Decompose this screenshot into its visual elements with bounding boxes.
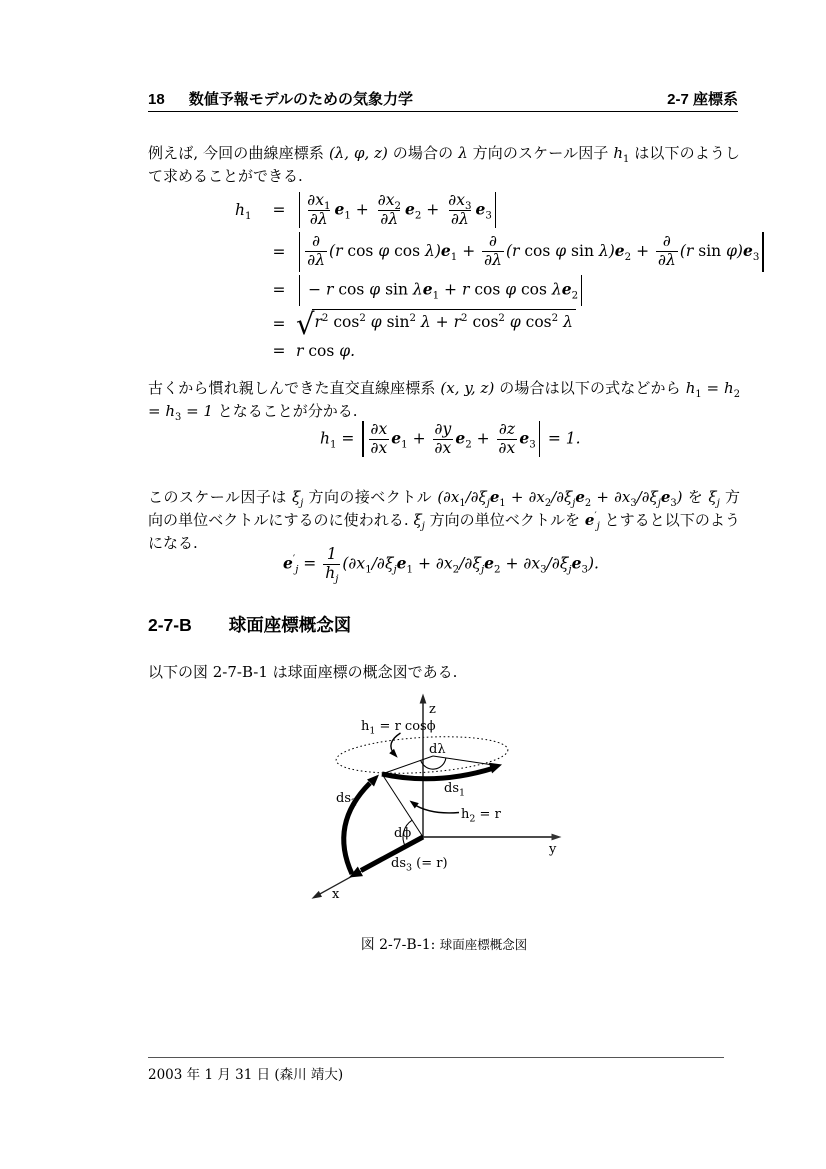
page-header: [148, 88, 738, 109]
text-run: λ): [420, 241, 441, 260]
text-run: φ: [365, 312, 387, 331]
text-run: ξ: [708, 488, 717, 506]
text-run: 例えば, 今回の曲線座標系: [148, 144, 329, 162]
text-run: ∂λ: [307, 251, 326, 270]
equation-1: [235, 192, 767, 363]
text-run: =: [336, 429, 360, 448]
text-run: を: [682, 488, 709, 506]
text-run: h: [685, 379, 696, 397]
text-run: /∂ξ: [551, 488, 573, 506]
text-run: ∂y: [434, 420, 452, 438]
text-run: e: [742, 240, 753, 260]
text-run: h: [165, 402, 176, 420]
text-run: sin: [698, 241, 722, 260]
ds3-label: $ds_3$ (= r): [391, 856, 448, 874]
equation-row: [235, 232, 767, 272]
text-run: +: [407, 429, 431, 448]
dlambda-label: dλ: [429, 742, 446, 757]
text-run: ∂x: [434, 438, 452, 457]
fraction: $\frac{1}{h_j}$: [325, 545, 339, 585]
text-run: は以下のようして求めることができる.: [148, 144, 740, 185]
x-axis-label: x: [332, 887, 340, 902]
paragraph-3: このスケール因子は $\xi_j$ 方向の接ベクトル $(\partial x_1/\partial\xi_je_1 + \partial x_2/\partial\xi_je_2 + \partial x_3/\partial\xi_je_3)$ を $\xi_j$ 方向の単位ベクトルにするのに使われる. $\xi_j$ 方向の単位ベクトルを $e'_j$ とすると以下のようになる.: [148, 488, 740, 552]
text-run: r: [314, 312, 322, 331]
ds2-label: $ds_2$: [336, 791, 358, 809]
equation-rhs: $\frac{\partial x_1}{\partial\lambda}$ $e_1$ + $\frac{\partial x_2}{\partial\lambda}$ $e_2$ + $\frac{\partial x_3}{\partial\lambda}$ $e_3$: [296, 192, 499, 229]
text-run: 1: [326, 545, 337, 563]
equals-sign: =: [272, 342, 286, 361]
equation-2: $h_1$ = $\frac{\partial x}{\partial x}$ $e_1$ + $\frac{\partial y}{\partial x}$ $e_2$ + $\frac{\partial z}{\partial x}$ $e_3 = 1$.: [320, 420, 581, 457]
text-run: − r: [303, 280, 339, 299]
z-axis-arrowhead-icon: [420, 694, 427, 704]
text-run: + ∂x: [591, 488, 631, 506]
text-run: e: [519, 428, 530, 448]
text-run: (r: [679, 241, 699, 260]
text-run: λ: [407, 280, 423, 299]
text-run: 方向の単位ベクトルを: [424, 511, 585, 529]
y-axis-label: y: [549, 842, 557, 857]
footer-text: 2003 年 1 月 31 日 (森川 靖大): [148, 1067, 344, 1083]
text-run: e: [561, 279, 572, 299]
text-run: ∂λ: [309, 209, 328, 228]
text-run: r: [296, 342, 309, 361]
text-run: /∂ξ: [371, 554, 394, 573]
text-run: + ∂x: [500, 554, 541, 573]
equation-rhs: [296, 342, 355, 360]
text-run: ξ: [291, 488, 301, 506]
text-run: =: [701, 379, 725, 397]
text-run: (r: [505, 241, 525, 260]
h2-pointer-arrowhead-icon: [410, 801, 419, 809]
text-run: (∂x: [437, 488, 460, 506]
h1-label: $h_1 = r$ cosϕ: [361, 719, 436, 737]
norm-bar: [299, 232, 300, 272]
text-run: ∂x: [498, 438, 516, 457]
text-run: ∂x: [370, 420, 388, 438]
norm-bar: [495, 192, 496, 228]
y-axis-arrowhead-icon: [552, 834, 562, 841]
paragraph-1: 例えば, 今回の曲線座標系 (λ, φ, z) の場合の λ 方向のスケール因子 $h_1$ は以下のようして求めることができる.: [148, 144, 740, 185]
text-run: φ): [721, 241, 743, 260]
dlambda-angle-arc: [421, 758, 446, 769]
fraction: [433, 421, 454, 458]
z-axis-label: z: [429, 702, 436, 717]
header-rule: [148, 111, 738, 112]
norm-bar: [581, 275, 582, 306]
text-run: e: [283, 553, 293, 573]
section-number: 2-7-B: [148, 615, 192, 635]
fraction: [305, 233, 327, 270]
text-run: の場合の: [387, 144, 459, 162]
text-run: h: [235, 201, 245, 220]
equation-lhs: $h_1$: [235, 201, 252, 223]
text-run: /∂ξ: [636, 488, 658, 506]
equation-row: [235, 306, 767, 341]
fraction: [656, 233, 678, 270]
equation-row: [235, 342, 767, 360]
norm-bar: [762, 232, 763, 272]
ds1-label: $ds_1$: [444, 781, 466, 799]
text-run: となることが分かる.: [212, 402, 358, 420]
norm-bar: [299, 192, 300, 228]
text-run: e: [575, 488, 585, 506]
page-number: 18: [148, 91, 165, 108]
text-run: cos: [338, 280, 365, 299]
footer-rule: [148, 1057, 724, 1058]
text-run: ∂z: [498, 420, 516, 438]
text-run: とすると以下のようになる.: [148, 511, 740, 552]
text-run: cos: [474, 280, 501, 299]
equation-rhs: $\frac{\partial}{\partial\lambda}$ (r cos φ $\cos \lambda)e_1$ + $\frac{\partial}{\partial\lambda}$ (r cos φ $\sin \lambda)e_2$ + $\frac{\partial}{\partial\lambda}$ (r $\sin \varphi)e_3$: [296, 232, 767, 272]
equation-3: $e'_j$ = $\frac{1}{h_j}$ $(\partial x_1/\partial\xi_je_1 + \partial x_2/\partial\xi_je_2 + \partial x_3/\partial\xi_je_3)$.: [283, 545, 599, 585]
figure-caption-tag: 図 2-7-B-1:: [360, 937, 436, 953]
text-run: ∂λ: [380, 209, 399, 228]
text-run: ): [676, 488, 683, 506]
text-run: ∂x: [448, 191, 465, 209]
norm-bar: [539, 421, 540, 457]
text-run: (λ, φ, z): [328, 144, 388, 162]
header-left-title: 数値予報モデルのための気象力学: [188, 91, 413, 108]
x-axis-arrowhead-icon: [312, 891, 323, 899]
ds1-arrowhead-icon: [489, 763, 502, 774]
text-run: ∂: [312, 232, 321, 251]
text-run: φ: [364, 280, 386, 299]
text-run: 方向の接ベクトル: [303, 488, 438, 506]
equation-rhs: [296, 306, 576, 341]
figure-caption-text: 球面座標概念図: [439, 937, 528, 952]
h2-label: $h_2 = r$: [461, 807, 501, 825]
text-run: e: [614, 240, 625, 260]
figure-caption: [148, 934, 740, 954]
text-run: (x, y, z): [440, 379, 495, 397]
fraction: $\frac{\partial x_1}{\partial\lambda}$: [307, 191, 331, 228]
text-run: = 1: [181, 402, 213, 420]
equation-row: [235, 192, 767, 229]
text-run: cos: [525, 312, 552, 331]
text-run: cos: [333, 312, 360, 331]
text-run: ∂λ: [658, 251, 676, 270]
text-run: +: [421, 200, 445, 219]
text-run: ∂: [662, 232, 671, 251]
text-run: ∂: [489, 232, 498, 251]
text-run: φ.: [334, 342, 356, 361]
text-run: cos: [394, 241, 421, 260]
paragraph-2: 古くから慣れ親しんできた直交直線座標系 (x, y, z) の場合は以下の式などから $h_1 = h_2 = h_3 = 1$ となることが分かる.: [148, 379, 740, 423]
text-run: e: [484, 553, 494, 573]
text-run: ∂x: [370, 438, 388, 457]
header-right-title: 2-7 座標系: [667, 91, 738, 108]
text-run: λ + r: [415, 312, 461, 331]
text-run: /∂ξ: [546, 554, 569, 573]
text-run: e: [396, 553, 407, 573]
text-run: λ: [558, 312, 573, 331]
norm-bar: [299, 275, 300, 306]
spherical-coordinates-figure: [290, 690, 582, 918]
text-run: + r: [439, 280, 475, 299]
text-run: =: [148, 402, 166, 420]
text-run: +: [471, 429, 495, 448]
paragraph-4: [148, 661, 740, 684]
h2-pointer-arrow: [413, 804, 460, 813]
text-run: ∂x: [307, 191, 324, 209]
norm-bar: [362, 421, 363, 457]
text-run: e: [404, 199, 415, 219]
fraction: [369, 421, 390, 458]
text-run: cos: [521, 280, 547, 299]
fraction: [482, 233, 504, 270]
latitude-radius-line: [382, 756, 433, 774]
text-run: h: [325, 563, 336, 582]
text-run: e: [571, 553, 582, 573]
fraction: $\frac{\partial x_3}{\partial\lambda}$: [448, 191, 472, 228]
fraction: $\frac{\partial x_2}{\partial\lambda}$: [377, 191, 401, 228]
text-run: +: [457, 241, 481, 260]
text-run: sin: [385, 280, 408, 299]
text-run: =: [298, 554, 322, 573]
text-run: 以下の図 2-7-B-1 は球面座標の概念図である.: [148, 663, 458, 681]
text-run: 方向の単位ベクトルにするのに使われる.: [148, 488, 740, 529]
text-run: +: [350, 200, 374, 219]
fraction: [497, 421, 518, 458]
text-run: φ: [504, 312, 526, 331]
text-run: /∂ξ: [459, 554, 481, 573]
text-run: 古くから慣れ親しんできた直交直線座標系: [148, 379, 441, 397]
text-run: ).: [587, 554, 599, 573]
equation-row: [235, 275, 767, 306]
section-heading: [148, 612, 740, 637]
text-run: ∂λ: [450, 209, 469, 228]
equation-rhs: − r cos φ $\sin \lambda e_1 + r$ cos φ $\cos \lambda e_2$: [296, 275, 585, 306]
text-run: λ): [593, 241, 615, 260]
text-run: sin: [571, 241, 594, 260]
equals-sign: =: [272, 314, 286, 333]
text-run: ∂λ: [484, 251, 502, 270]
text-run: (∂x: [342, 554, 366, 573]
text-run: e: [475, 199, 486, 219]
text-run: e: [422, 279, 433, 299]
text-run: e: [440, 240, 451, 260]
dphi-label: dϕ: [394, 826, 412, 841]
text-run: e: [660, 488, 671, 506]
text-run: + ∂x: [505, 488, 545, 506]
text-run: (r: [329, 241, 348, 260]
text-run: = 1.: [542, 429, 581, 448]
text-run: cos: [347, 241, 374, 260]
text-run: の場合は以下の式などから: [494, 379, 686, 397]
text-run: このスケール因子は: [148, 488, 292, 506]
text-run: φ: [373, 241, 395, 260]
text-run: φ: [500, 280, 521, 299]
text-run: + ∂x: [413, 554, 453, 573]
text-run: h: [613, 144, 624, 162]
text-run: h: [320, 429, 330, 448]
text-run: e: [334, 199, 345, 219]
text-run: +: [631, 241, 654, 260]
section-title: 球面座標概念図: [228, 615, 352, 635]
text-run: sin: [386, 312, 410, 331]
text-run: φ: [550, 241, 572, 260]
text-run: ξ: [413, 511, 422, 529]
text-run: cos: [472, 312, 499, 331]
text-run: /∂ξ: [465, 488, 487, 506]
equals-sign: =: [272, 281, 286, 300]
text-run: e: [584, 511, 595, 529]
text-run: λ: [458, 144, 468, 162]
equals-sign: =: [272, 201, 286, 220]
square-root: √ $r^2$ $\cos^2 \varphi$ $\sin^2 \lambda + r^2$ $\cos^2 \varphi$ $\cos^2 \lambda$: [296, 309, 576, 339]
equals-sign: =: [272, 242, 286, 261]
text-run: e: [455, 428, 466, 448]
text-run: cos: [308, 342, 335, 361]
text-run: 方向のスケール因子: [467, 144, 614, 162]
text-run: ∂x: [377, 191, 395, 209]
text-run: λ: [546, 280, 562, 299]
text-run: e: [489, 488, 500, 506]
text-run: h: [724, 379, 734, 397]
text-run: cos: [524, 241, 551, 260]
h1-pointer-arrowhead-icon: [389, 749, 398, 758]
text-run: e: [391, 428, 402, 448]
